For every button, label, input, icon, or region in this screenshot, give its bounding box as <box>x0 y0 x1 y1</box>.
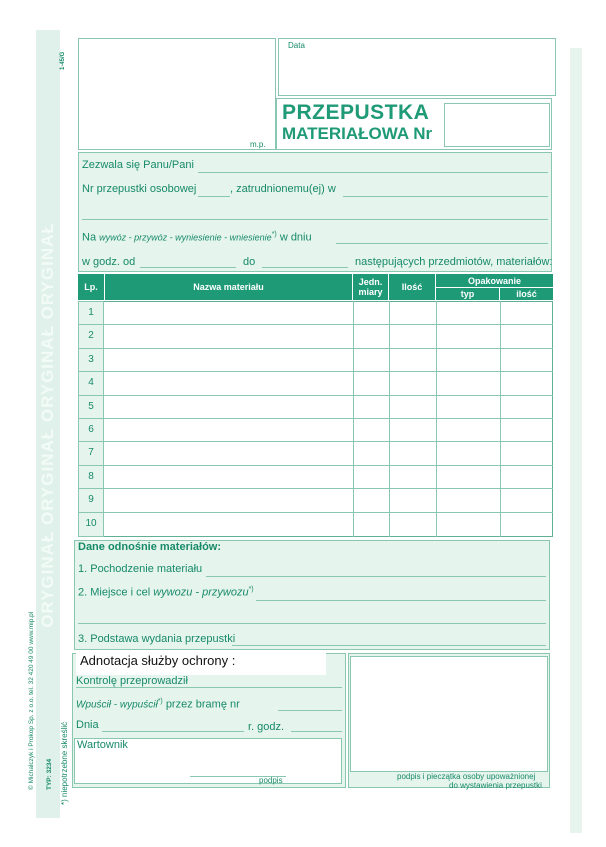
table-row[interactable] <box>105 419 552 440</box>
th-jedn-2: miary <box>358 287 383 297</box>
wpuscil-star: *) <box>157 698 163 705</box>
table-row-number: 6 <box>88 424 94 435</box>
table-row-number: 2 <box>88 330 94 341</box>
miejsce-prefix: 2. Miejsce i cel <box>78 586 151 599</box>
kontrole-field[interactable] <box>76 687 342 688</box>
table-row-number: 3 <box>88 354 94 365</box>
th-typ: typ <box>436 288 499 300</box>
godz-do-field[interactable] <box>262 267 348 268</box>
table-row-number: 1 <box>88 307 94 318</box>
wpuscil-options: Wpuścił - wypuścił <box>76 699 158 711</box>
signature-field[interactable] <box>350 656 548 772</box>
table-row[interactable] <box>105 349 552 370</box>
th-opakowanie: Opakowanie <box>436 274 553 287</box>
zatrudnionemu-label: , zatrudnionemu(ej) w <box>230 183 336 195</box>
przez-brame-label: przez bramę nr <box>165 698 240 711</box>
na-star: *) <box>271 231 277 238</box>
table-row-number: 8 <box>88 471 94 482</box>
miejsce-star: *) <box>248 586 254 593</box>
brama-field[interactable] <box>278 710 342 711</box>
signature-caption-2: do wystawienia przepustki <box>449 781 542 790</box>
th-ilosc: Ilość <box>389 274 435 300</box>
kontrole-label: Kontrolę przeprowadził <box>76 675 188 687</box>
na-prefix: Na <box>82 231 97 244</box>
r-godz-label: r. godz. <box>248 721 285 733</box>
table-row[interactable] <box>105 325 552 346</box>
dane-title: Dane odnośnie materiałów: <box>78 541 222 553</box>
table-row-number: 7 <box>88 447 94 458</box>
podstawa-label: 3. Podstawa wydania przepustki <box>78 633 236 645</box>
date-label: Data <box>288 41 305 50</box>
table-row[interactable] <box>105 489 552 510</box>
nr-przepustki-field[interactable] <box>198 196 230 197</box>
dnia-label: Dnia <box>76 719 99 731</box>
godz-field[interactable] <box>291 731 342 732</box>
godz-od-field[interactable] <box>140 267 236 268</box>
stamp-box <box>78 38 276 150</box>
podpis-label: podpis <box>259 776 283 785</box>
copyright-text: © Michalczyk i Prokop Sp. z o.o. tel. 32 420 49 00 www.mip.pl <box>28 611 35 790</box>
table-row[interactable] <box>105 442 552 463</box>
footnote: *) niepotrzebne skreślić <box>60 721 69 805</box>
table-row-number: 9 <box>88 494 94 505</box>
title-line2: MATERIAŁOWA Nr <box>282 124 433 143</box>
date-box[interactable] <box>278 38 556 96</box>
miejsce-field-2[interactable] <box>78 623 546 624</box>
table-row[interactable] <box>105 466 552 487</box>
table-row-number: 5 <box>88 401 94 412</box>
ochrona-title: Adnotacja służby ochrony : <box>80 653 236 668</box>
table-row[interactable] <box>105 396 552 417</box>
podstawa-field[interactable] <box>232 645 546 646</box>
nr-przepustki-label: Nr przepustki osobowej <box>82 183 197 195</box>
th-jedn-1: Jedn. <box>358 277 383 287</box>
wartownik-label: Wartownik <box>77 739 128 751</box>
w-dniu-field[interactable] <box>336 243 548 244</box>
table-row[interactable] <box>105 513 552 534</box>
do-label: do <box>243 256 256 268</box>
th-nazwa: Nazwa materiału <box>105 274 352 300</box>
w-godz-label: w godz. od <box>82 256 136 268</box>
form-code: 1-45/G <box>60 51 66 70</box>
dnia-field[interactable] <box>102 731 244 732</box>
table-row-number: 4 <box>88 377 94 388</box>
th-ilosc2: ilość <box>500 288 553 300</box>
pochodzenie-label: 1. Pochodzenie materiału <box>78 563 203 575</box>
miejsce-field[interactable] <box>256 600 546 601</box>
table-row[interactable] <box>105 372 552 393</box>
form-type: TYP: 3234 <box>46 758 53 790</box>
right-edge-strip <box>570 48 582 833</box>
table-row-number: 10 <box>85 518 97 529</box>
na-label <box>82 231 312 244</box>
table-row[interactable] <box>105 302 552 323</box>
zezwala-label: Zezwala się Panu/Pani <box>82 159 194 171</box>
pochodzenie-field[interactable] <box>206 576 546 577</box>
signature-caption-1: podpis i pieczątka osoby upoważnionej <box>397 772 536 781</box>
wpuscil-label <box>76 698 240 711</box>
zezwala-field[interactable] <box>198 172 548 173</box>
title-line1: PRZEPUSTKA <box>282 101 430 124</box>
w-dniu-label: w dniu <box>279 231 312 244</box>
zatrudnionemu-field[interactable] <box>343 196 548 197</box>
zatrudnionemu-field-2[interactable] <box>82 219 548 220</box>
nastepujacych-label: następujących przedmiotów, materiałów: <box>355 256 553 268</box>
miejsce-label <box>78 586 254 599</box>
mp-label: m.p. <box>250 140 266 149</box>
na-options: wywóz - przywóz - wyniesienie - wniesienie <box>99 232 272 243</box>
pass-number-field[interactable] <box>444 103 550 147</box>
miejsce-options: wywozu - przywozu <box>153 586 249 599</box>
th-lp: Lp. <box>78 274 104 300</box>
original-strip-text: ORYGINAŁ ORYGINAŁ ORYGINAŁ ORYGINAŁ <box>38 222 57 628</box>
th-jedn <box>353 274 388 300</box>
